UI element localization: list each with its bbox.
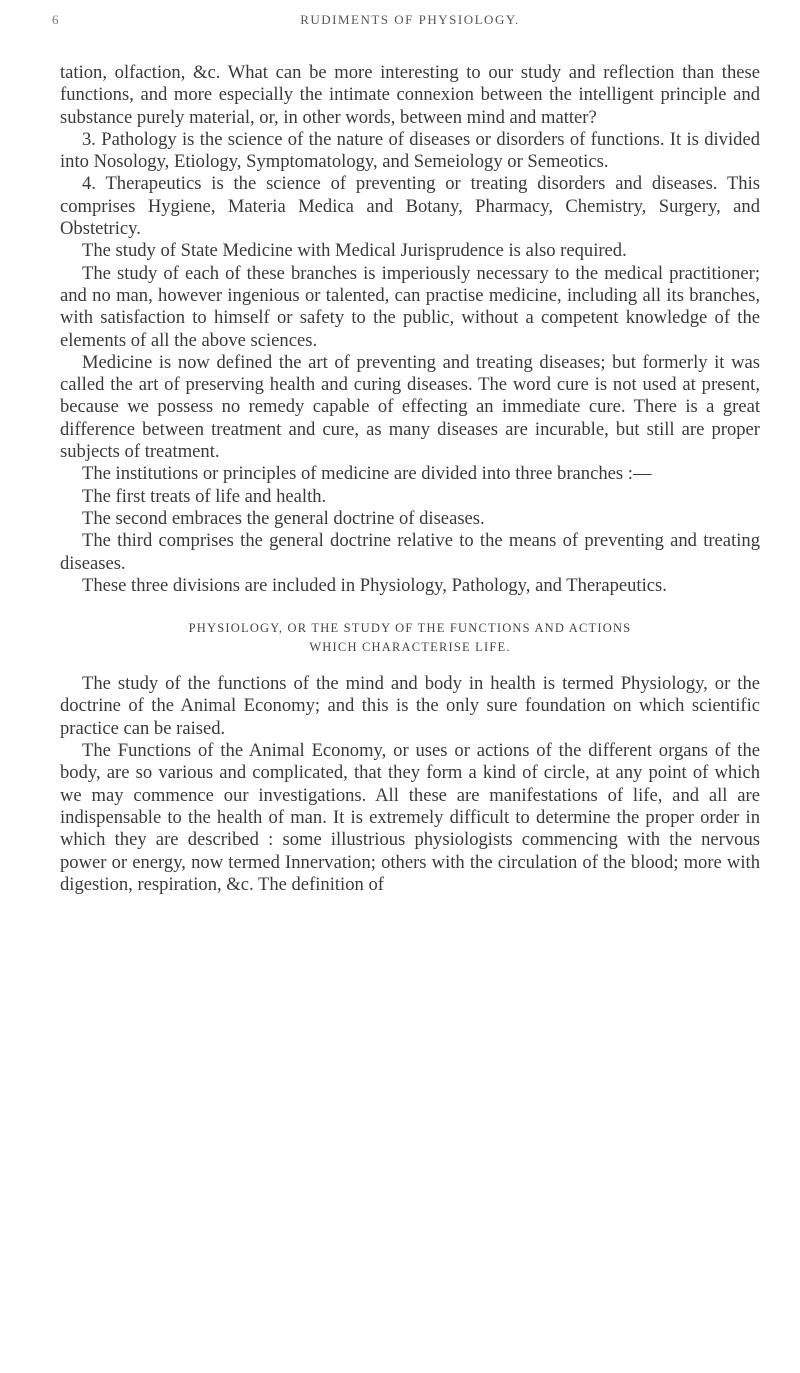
running-title: RUDIMENTS OF PHYSIOLOGY. [300, 12, 520, 27]
paragraph: 3. Pathology is the science of the nature of diseases or disorders of functions. It is divided into Nosology, Etiology, Symptomatology, and Semeiology or Semeotics. [60, 128, 760, 173]
paragraph: The study of each of these branches is imperiously necessary to the medical practitioner; and no man, however ingenious or talented, can practise medicine, including all its branches, with satisfaction to himself or safety to the public, without a competent knowledge of the elements of all the above sciences. [60, 262, 760, 351]
paragraph: 4. Therapeutics is the science of preventing or treating disorders and diseases. This comprises Hygiene, Materia Medica and Botany, Pharmacy, Chemistry, Surgery, and Obstetricy. [60, 173, 760, 240]
section-heading-line: WHICH CHARACTERISE LIFE. [309, 640, 511, 655]
paragraph: The second embraces the general doctrine of diseases. [82, 507, 485, 529]
paragraph: The third comprises the general doctrine relative to the means of preventing and treating diseases. [60, 530, 760, 574]
section-heading-line: PHYSIOLOGY, OR THE STUDY OF THE FUNCTIONS AND ACTIONS [188, 621, 632, 636]
paragraph: tation, olfaction, &c. What can be more interesting to our study and reflection than these functions, and more especially the intimate connexion between the intelligent principle and substance purely material, or, in other words, between mind and matter? [60, 62, 760, 128]
paragraph: The Functions of the Animal Economy, or uses or actions of the different organs of the body, are so various and complicated, that they form a kind of circle, at any point of which we may commence our investigations. All these are manifestations of life, and all are indispensable to the health of man. It is extremely difficult to determine the proper order in which they are described : some illustrious physiologists commencing with the nervous power or energy, now termed Innervation; others with the circulation of the blood; more with digestion, respiration, &c. The definition of [60, 740, 760, 895]
paragraph: The study of the functions of the mind and body in health is termed Physiology, or the doctrine of the Animal Economy; and this is the only sure foundation on which scientific practice can be raised. [60, 673, 760, 739]
section-heading [60, 619, 760, 657]
paragraph: These three divisions are included in Physiology, Pathology, and Therapeutics. [82, 574, 667, 596]
paragraph: The first treats of life and health. [82, 485, 327, 507]
page-number: 6 [52, 12, 59, 27]
paragraph: Medicine is now defined the art of preventing and treating diseases; but formerly it was called the art of preserving health and curing diseases. The word cure is not used at present, because we possess no remedy capable of effecting an immediate cure. There is a great difference between treatment and cure, as many diseases are incurable, but still are proper subjects of treatment. [60, 351, 760, 463]
page-body [60, 62, 760, 896]
paragraph: The institutions or principles of medicine are divided into three branches :— [82, 463, 652, 485]
page-header [52, 12, 760, 62]
paragraph: The study of State Medicine with Medical Jurisprudence is also required. [82, 240, 627, 262]
book-page [52, 12, 760, 896]
